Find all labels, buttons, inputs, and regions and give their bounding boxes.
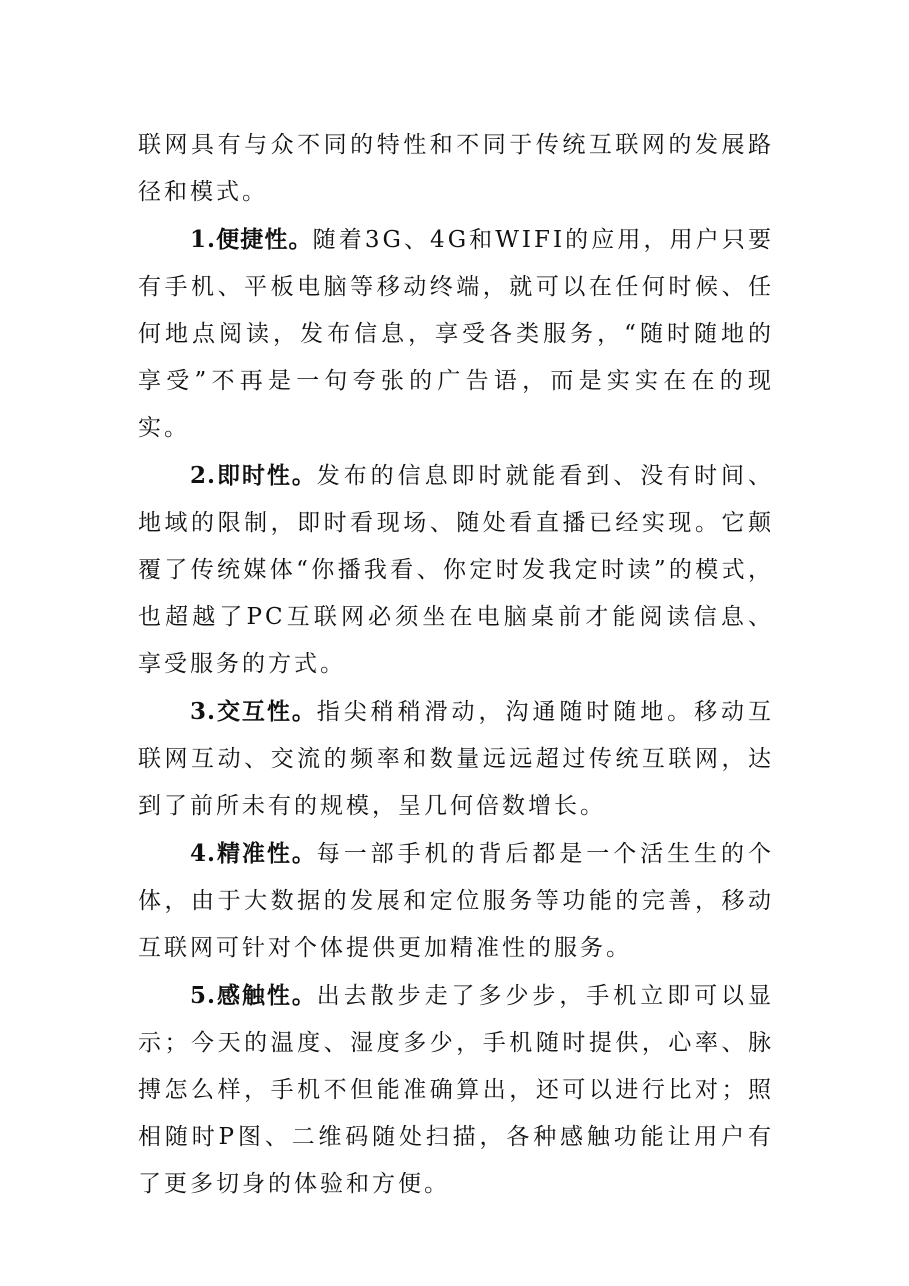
paragraph-immediacy xyxy=(138,452,774,688)
paragraph-heading: 5.感触性。 xyxy=(190,982,317,1009)
paragraph-text: 出去散步走了多少步，手机立即可以显示；今天的温度、湿度多少，手机随时提供，心率、脉搏怎么样，手机不但能准确算出，还可以进行比对；照相随时P图、二维码随处扫描，各种感触功能让用户有了更多切身的体验和方便。 xyxy=(138,983,775,1197)
paragraph-heading: 2.即时性。 xyxy=(190,462,317,489)
paragraph-heading: 1.便捷性。 xyxy=(190,226,313,253)
paragraph-heading: 4.精准性。 xyxy=(190,840,317,867)
paragraph-sensing xyxy=(138,972,774,1208)
paragraph-text: 每一部手机的背后都是一个活生生的个体，由于大数据的发展和定位服务等功能的完善，移动互联网可针对个体提供更加精准性的服务。 xyxy=(138,841,775,961)
paragraph-text: 发布的信息即时就能看到、没有时间、地域的限制，即时看现场、随处看直播已经实现。它颠覆了传统媒体“你播我看、你定时发我定时读”的模式，也超越了PC互联网必须坐在电脑桌前才能阅读信息、享受服务的方式。 xyxy=(138,463,775,677)
paragraph-intro xyxy=(138,122,774,216)
document-page xyxy=(138,122,774,1208)
paragraph-convenience xyxy=(138,216,774,452)
paragraph-text: 联网具有与众不同的特性和不同于传统互联网的发展路径和模式。 xyxy=(138,132,774,205)
paragraph-interactivity xyxy=(138,688,774,830)
paragraph-text: 随着3G、4G和WIFI的应用，用户只要有手机、平板电脑等移动终端，就可以在任何时候、任何地点阅读，发布信息，享受各类服务，“随时随地的享受”不再是一句夸张的广告语，而是实实在在的现实。 xyxy=(138,227,774,441)
paragraph-heading: 3.交互性。 xyxy=(190,698,317,725)
paragraph-text: 指尖稍稍滑动，沟通随时随地。移动互联网互动、交流的频率和数量远远超过传统互联网，达到了前所未有的规模，呈几何倍数增长。 xyxy=(138,699,775,819)
paragraph-precision xyxy=(138,830,774,972)
